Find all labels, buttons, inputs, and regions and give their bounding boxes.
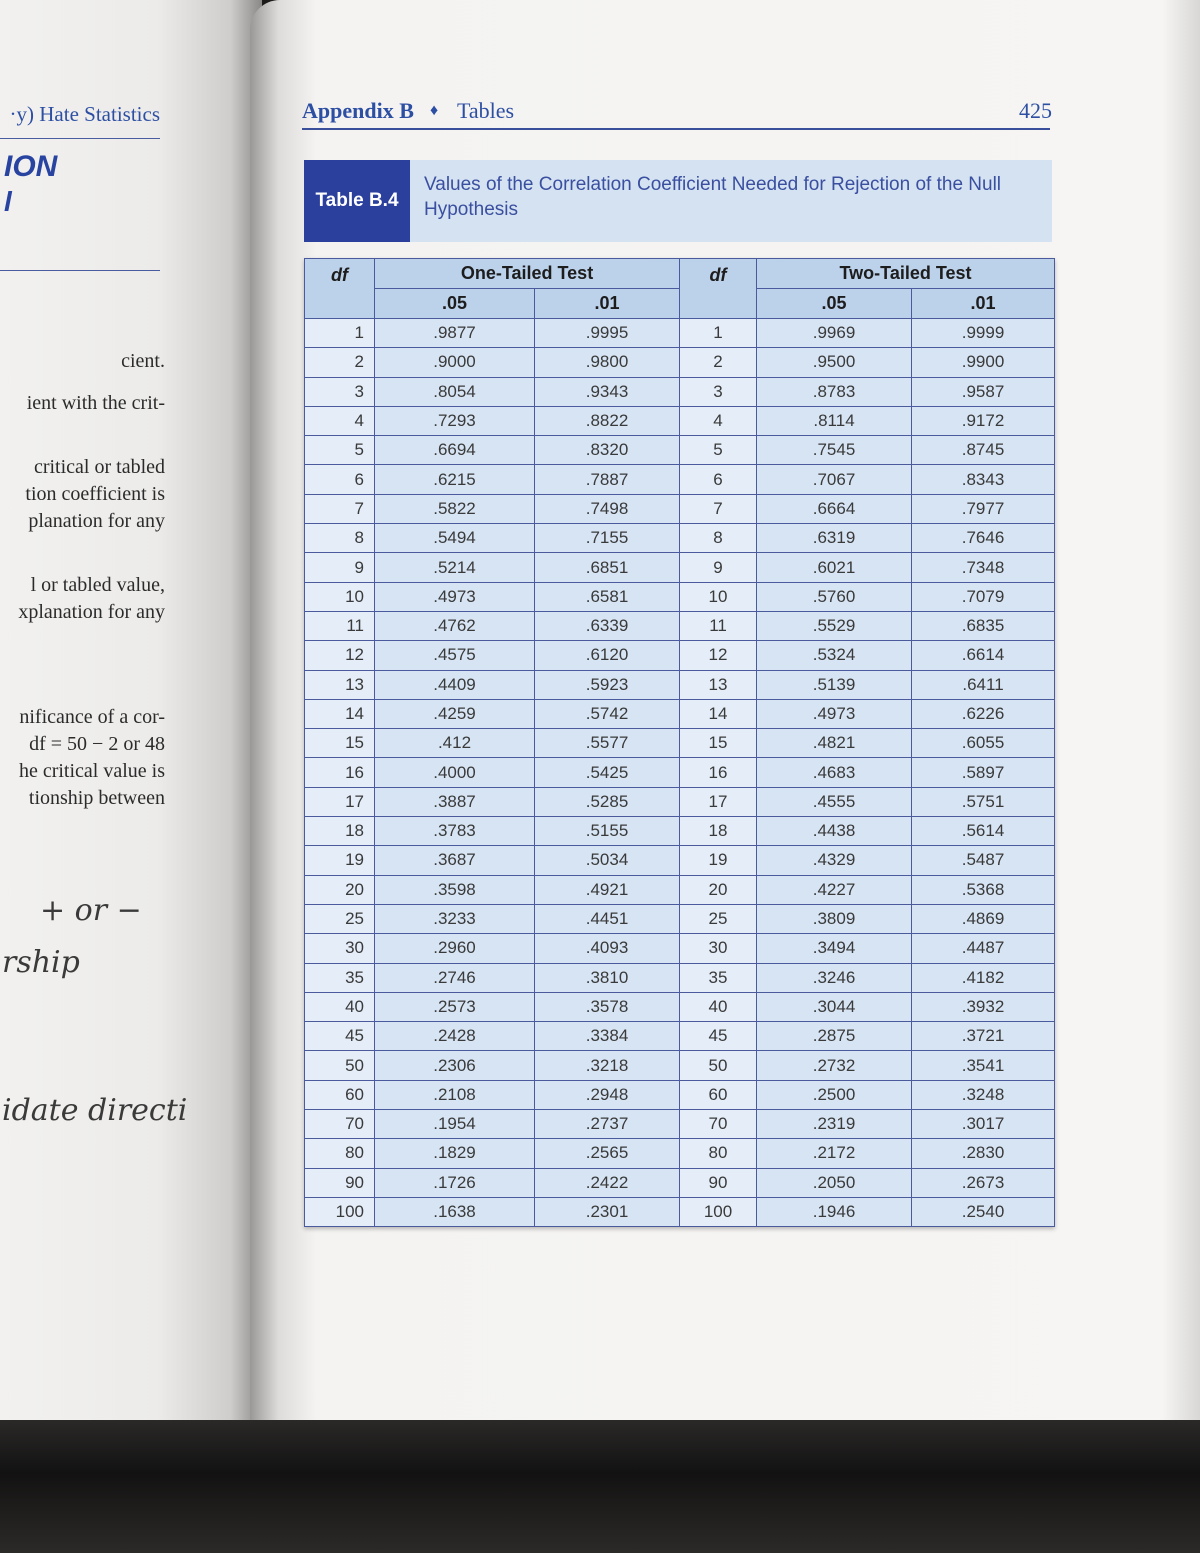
two-tailed-01-cell: .3017 xyxy=(912,1110,1055,1139)
one-tailed-01-cell: .4093 xyxy=(535,934,680,963)
two-tailed-05-cell: .8114 xyxy=(757,406,912,435)
one-tailed-01-cell: .2301 xyxy=(535,1197,680,1226)
one-tailed-01-cell: .2565 xyxy=(535,1139,680,1168)
one-tailed-05-cell: .2108 xyxy=(375,1080,535,1109)
one-tailed-01-cell: .5742 xyxy=(535,699,680,728)
table-id-badge: Table B.4 xyxy=(304,160,410,242)
handwritten-note: idate directi xyxy=(2,1093,188,1128)
one-tailed-05-cell: .3887 xyxy=(375,787,535,816)
two-tailed-05-cell: .8783 xyxy=(757,377,912,406)
table-row xyxy=(305,1168,1055,1197)
df-two-tailed-cell: 90 xyxy=(680,1168,757,1197)
df-two-tailed-cell: 12 xyxy=(680,641,757,670)
two-tailed-05-cell: .3494 xyxy=(757,934,912,963)
one-tailed-01-cell: .9995 xyxy=(535,319,680,348)
two-tailed-01-cell: .5751 xyxy=(912,787,1055,816)
two-tailed-01-header: .01 xyxy=(912,289,1055,319)
table-row xyxy=(305,846,1055,875)
df-two-tailed-cell: 100 xyxy=(680,1197,757,1226)
appendix-label: Appendix B xyxy=(302,98,414,123)
one-tailed-05-cell: .6694 xyxy=(375,436,535,465)
df-one-tailed-cell: 5 xyxy=(305,436,375,465)
df-two-tailed-cell: 8 xyxy=(680,524,757,553)
one-tailed-05-cell: .3598 xyxy=(375,875,535,904)
df-two-tailed-cell: 7 xyxy=(680,494,757,523)
two-tailed-01-cell: .2673 xyxy=(912,1168,1055,1197)
book-edge-shadow xyxy=(0,1420,1200,1553)
two-tailed-05-cell: .5324 xyxy=(757,641,912,670)
df-one-tailed-cell: 20 xyxy=(305,875,375,904)
two-tailed-01-cell: .6411 xyxy=(912,670,1055,699)
one-tailed-01-cell: .8320 xyxy=(535,436,680,465)
two-tailed-05-cell: .3044 xyxy=(757,992,912,1021)
one-tailed-05-cell: .8054 xyxy=(375,377,535,406)
left-header-rule xyxy=(0,138,160,139)
two-tailed-01-cell: .9999 xyxy=(912,319,1055,348)
one-tailed-05-cell: .2306 xyxy=(375,1051,535,1080)
one-tailed-01-cell: .3384 xyxy=(535,1022,680,1051)
one-tailed-01-header: .01 xyxy=(535,289,680,319)
df-header-two-tailed: df xyxy=(680,259,757,319)
one-tailed-01-cell: .5923 xyxy=(535,670,680,699)
df-two-tailed-cell: 18 xyxy=(680,817,757,846)
one-tailed-01-cell: .3218 xyxy=(535,1051,680,1080)
df-one-tailed-cell: 18 xyxy=(305,817,375,846)
table-row xyxy=(305,611,1055,640)
df-one-tailed-cell: 10 xyxy=(305,582,375,611)
diamond-separator-icon: ♦ xyxy=(430,102,439,119)
df-one-tailed-cell: 15 xyxy=(305,729,375,758)
one-tailed-01-cell: .3578 xyxy=(535,992,680,1021)
two-tailed-01-cell: .9900 xyxy=(912,348,1055,377)
one-tailed-05-cell: .2960 xyxy=(375,934,535,963)
two-tailed-05-cell: .5139 xyxy=(757,670,912,699)
df-two-tailed-cell: 14 xyxy=(680,699,757,728)
two-tailed-05-cell: .2319 xyxy=(757,1110,912,1139)
one-tailed-01-cell: .6851 xyxy=(535,553,680,582)
two-tailed-01-cell: .3932 xyxy=(912,992,1055,1021)
one-tailed-05-cell: .1638 xyxy=(375,1197,535,1226)
two-tailed-05-cell: .4438 xyxy=(757,817,912,846)
df-two-tailed-cell: 70 xyxy=(680,1110,757,1139)
two-tailed-01-cell: .6614 xyxy=(912,641,1055,670)
two-tailed-01-cell: .7079 xyxy=(912,582,1055,611)
one-tailed-05-cell: .1726 xyxy=(375,1168,535,1197)
one-tailed-05-cell: .4575 xyxy=(375,641,535,670)
two-tailed-01-cell: .7348 xyxy=(912,553,1055,582)
one-tailed-05-cell: .6215 xyxy=(375,465,535,494)
one-tailed-01-cell: .6339 xyxy=(535,611,680,640)
df-one-tailed-cell: 60 xyxy=(305,1080,375,1109)
two-tailed-01-cell: .5897 xyxy=(912,758,1055,787)
df-two-tailed-cell: 5 xyxy=(680,436,757,465)
table-row xyxy=(305,406,1055,435)
two-tailed-01-cell: .5487 xyxy=(912,846,1055,875)
table-row xyxy=(305,1051,1055,1080)
table-row xyxy=(305,553,1055,582)
table-row xyxy=(305,494,1055,523)
df-one-tailed-cell: 19 xyxy=(305,846,375,875)
two-tailed-05-cell: .7067 xyxy=(757,465,912,494)
one-tailed-05-cell: .2746 xyxy=(375,963,535,992)
one-tailed-01-cell: .9343 xyxy=(535,377,680,406)
two-tailed-01-cell: .4182 xyxy=(912,963,1055,992)
df-one-tailed-cell: 25 xyxy=(305,904,375,933)
left-text-line: df = 50 − 2 or 48 xyxy=(29,733,165,755)
table-row xyxy=(305,699,1055,728)
two-tailed-01-cell: .3541 xyxy=(912,1051,1055,1080)
two-tailed-05-cell: .2875 xyxy=(757,1022,912,1051)
table-body xyxy=(305,319,1055,1227)
two-tailed-05-cell: .6664 xyxy=(757,494,912,523)
df-one-tailed-cell: 70 xyxy=(305,1110,375,1139)
df-two-tailed-cell: 2 xyxy=(680,348,757,377)
one-tailed-05-cell: .4259 xyxy=(375,699,535,728)
two-tailed-01-cell: .4487 xyxy=(912,934,1055,963)
table-row xyxy=(305,729,1055,758)
page-number: 425 xyxy=(1019,98,1052,123)
table-title-box xyxy=(410,160,1052,242)
table-row xyxy=(305,817,1055,846)
two-tailed-05-cell: .4227 xyxy=(757,875,912,904)
one-tailed-05-cell: .3687 xyxy=(375,846,535,875)
two-tailed-01-cell: .9587 xyxy=(912,377,1055,406)
df-one-tailed-cell: 7 xyxy=(305,494,375,523)
two-tailed-01-cell: .9172 xyxy=(912,406,1055,435)
section-label: Tables xyxy=(457,98,515,123)
one-tailed-01-cell: .3810 xyxy=(535,963,680,992)
table-banner xyxy=(304,160,1052,242)
df-one-tailed-cell: 9 xyxy=(305,553,375,582)
df-two-tailed-cell: 40 xyxy=(680,992,757,1021)
one-tailed-05-cell: .5214 xyxy=(375,553,535,582)
one-tailed-05-cell: .1829 xyxy=(375,1139,535,1168)
one-tailed-05-header: .05 xyxy=(375,289,535,319)
one-tailed-05-cell: .3233 xyxy=(375,904,535,933)
two-tailed-01-cell: .7646 xyxy=(912,524,1055,553)
table-row xyxy=(305,670,1055,699)
one-tailed-05-cell: .5494 xyxy=(375,524,535,553)
df-one-tailed-cell: 13 xyxy=(305,670,375,699)
two-tailed-01-cell: .8343 xyxy=(912,465,1055,494)
df-two-tailed-cell: 13 xyxy=(680,670,757,699)
two-tailed-01-cell: .6835 xyxy=(912,611,1055,640)
two-tailed-05-cell: .4329 xyxy=(757,846,912,875)
one-tailed-05-cell: .4000 xyxy=(375,758,535,787)
df-one-tailed-cell: 40 xyxy=(305,992,375,1021)
two-tailed-01-cell: .4869 xyxy=(912,904,1055,933)
two-tailed-01-cell: .6226 xyxy=(912,699,1055,728)
one-tailed-01-cell: .2737 xyxy=(535,1110,680,1139)
left-text-line: tionship between xyxy=(28,787,165,809)
one-tailed-01-cell: .5425 xyxy=(535,758,680,787)
table-row xyxy=(305,875,1055,904)
table-row xyxy=(305,904,1055,933)
table-row xyxy=(305,524,1055,553)
df-one-tailed-cell: 17 xyxy=(305,787,375,816)
df-two-tailed-cell: 16 xyxy=(680,758,757,787)
df-one-tailed-cell: 30 xyxy=(305,934,375,963)
df-one-tailed-cell: 11 xyxy=(305,611,375,640)
table-row xyxy=(305,641,1055,670)
one-tailed-05-cell: .4973 xyxy=(375,582,535,611)
two-tailed-05-cell: .1946 xyxy=(757,1197,912,1226)
one-tailed-01-cell: .2422 xyxy=(535,1168,680,1197)
two-tailed-05-cell: .3246 xyxy=(757,963,912,992)
df-one-tailed-cell: 1 xyxy=(305,319,375,348)
df-two-tailed-cell: 10 xyxy=(680,582,757,611)
df-two-tailed-cell: 50 xyxy=(680,1051,757,1080)
one-tailed-01-cell: .6581 xyxy=(535,582,680,611)
one-tailed-01-cell: .5577 xyxy=(535,729,680,758)
one-tailed-05-cell: .2573 xyxy=(375,992,535,1021)
two-tailed-01-cell: .5614 xyxy=(912,817,1055,846)
left-section-heading-line2: l xyxy=(4,186,12,217)
two-tailed-05-cell: .9500 xyxy=(757,348,912,377)
table-row xyxy=(305,1022,1055,1051)
df-one-tailed-cell: 4 xyxy=(305,406,375,435)
two-tailed-05-cell: .2172 xyxy=(757,1139,912,1168)
two-tailed-05-cell: .2500 xyxy=(757,1080,912,1109)
left-text-line: l or tabled value, xyxy=(30,574,165,596)
df-one-tailed-cell: 45 xyxy=(305,1022,375,1051)
df-two-tailed-cell: 60 xyxy=(680,1080,757,1109)
table-row xyxy=(305,436,1055,465)
table-row xyxy=(305,377,1055,406)
two-tailed-05-cell: .5529 xyxy=(757,611,912,640)
df-one-tailed-cell: 2 xyxy=(305,348,375,377)
one-tailed-01-cell: .7887 xyxy=(535,465,680,494)
two-tailed-header: Two-Tailed Test xyxy=(757,259,1055,289)
df-one-tailed-cell: 6 xyxy=(305,465,375,494)
two-tailed-05-cell: .4821 xyxy=(757,729,912,758)
df-two-tailed-cell: 35 xyxy=(680,963,757,992)
left-text-line: xplanation for any xyxy=(18,601,165,623)
one-tailed-01-cell: .2948 xyxy=(535,1080,680,1109)
page-running-header xyxy=(302,96,1052,130)
df-two-tailed-cell: 19 xyxy=(680,846,757,875)
table-row xyxy=(305,348,1055,377)
table-row xyxy=(305,1080,1055,1109)
df-one-tailed-cell: 100 xyxy=(305,1197,375,1226)
one-tailed-05-cell: .2428 xyxy=(375,1022,535,1051)
df-one-tailed-cell: 3 xyxy=(305,377,375,406)
one-tailed-01-cell: .6120 xyxy=(535,641,680,670)
table-row xyxy=(305,582,1055,611)
df-one-tailed-cell: 16 xyxy=(305,758,375,787)
left-text-line: critical or tabled xyxy=(33,456,165,478)
df-two-tailed-cell: 80 xyxy=(680,1139,757,1168)
left-page xyxy=(0,0,262,1420)
df-two-tailed-cell: 20 xyxy=(680,875,757,904)
df-two-tailed-cell: 1 xyxy=(680,319,757,348)
one-tailed-01-cell: .9800 xyxy=(535,348,680,377)
one-tailed-01-cell: .7155 xyxy=(535,524,680,553)
one-tailed-05-cell: .9000 xyxy=(375,348,535,377)
table-row xyxy=(305,319,1055,348)
df-two-tailed-cell: 3 xyxy=(680,377,757,406)
two-tailed-05-cell: .2050 xyxy=(757,1168,912,1197)
two-tailed-05-cell: .5760 xyxy=(757,582,912,611)
df-two-tailed-cell: 9 xyxy=(680,553,757,582)
left-page-header: ·y) Hate Statistics xyxy=(9,102,160,126)
df-two-tailed-cell: 11 xyxy=(680,611,757,640)
two-tailed-05-cell: .4683 xyxy=(757,758,912,787)
left-text-line: nificance of a cor- xyxy=(19,706,165,728)
one-tailed-01-cell: .4921 xyxy=(535,875,680,904)
left-text-line: ient with the crit- xyxy=(26,392,165,414)
two-tailed-05-cell: .4555 xyxy=(757,787,912,816)
handwritten-note: + or − xyxy=(40,893,142,928)
two-tailed-05-header: .05 xyxy=(757,289,912,319)
header-rule xyxy=(302,128,1050,130)
df-two-tailed-cell: 30 xyxy=(680,934,757,963)
two-tailed-05-cell: .3809 xyxy=(757,904,912,933)
two-tailed-01-cell: .3248 xyxy=(912,1080,1055,1109)
table-row xyxy=(305,787,1055,816)
df-one-tailed-cell: 90 xyxy=(305,1168,375,1197)
two-tailed-05-cell: .4973 xyxy=(757,699,912,728)
two-tailed-01-cell: .2830 xyxy=(912,1139,1055,1168)
one-tailed-05-cell: .9877 xyxy=(375,319,535,348)
df-one-tailed-cell: 50 xyxy=(305,1051,375,1080)
table-row xyxy=(305,963,1055,992)
left-text-line: tion coefficient is xyxy=(25,483,165,505)
critical-values-table xyxy=(304,258,1055,1227)
one-tailed-05-cell: .4762 xyxy=(375,611,535,640)
table-row xyxy=(305,758,1055,787)
left-section-rule xyxy=(0,270,160,271)
two-tailed-05-cell: .6021 xyxy=(757,553,912,582)
one-tailed-05-cell: .1954 xyxy=(375,1110,535,1139)
handwritten-note: rship xyxy=(2,945,80,980)
two-tailed-01-cell: .8745 xyxy=(912,436,1055,465)
df-two-tailed-cell: 4 xyxy=(680,406,757,435)
table-row xyxy=(305,1110,1055,1139)
df-two-tailed-cell: 45 xyxy=(680,1022,757,1051)
table-row xyxy=(305,1139,1055,1168)
two-tailed-01-cell: .6055 xyxy=(912,729,1055,758)
one-tailed-01-cell: .5285 xyxy=(535,787,680,816)
df-two-tailed-cell: 25 xyxy=(680,904,757,933)
one-tailed-05-cell: .5822 xyxy=(375,494,535,523)
one-tailed-header: One-Tailed Test xyxy=(375,259,680,289)
df-one-tailed-cell: 80 xyxy=(305,1139,375,1168)
left-section-heading: ION xyxy=(4,150,58,183)
table-row xyxy=(305,1197,1055,1226)
df-one-tailed-cell: 35 xyxy=(305,963,375,992)
left-text-line: planation for any xyxy=(28,510,165,532)
df-two-tailed-cell: 15 xyxy=(680,729,757,758)
one-tailed-01-cell: .4451 xyxy=(535,904,680,933)
df-one-tailed-cell: 14 xyxy=(305,699,375,728)
table-row xyxy=(305,465,1055,494)
two-tailed-01-cell: .3721 xyxy=(912,1022,1055,1051)
df-header-one-tailed: df xyxy=(305,259,375,319)
one-tailed-01-cell: .8822 xyxy=(535,406,680,435)
one-tailed-05-cell: .4409 xyxy=(375,670,535,699)
df-one-tailed-cell: 8 xyxy=(305,524,375,553)
table-row xyxy=(305,934,1055,963)
two-tailed-01-cell: .5368 xyxy=(912,875,1055,904)
two-tailed-05-cell: .9969 xyxy=(757,319,912,348)
one-tailed-01-cell: .5034 xyxy=(535,846,680,875)
df-two-tailed-cell: 17 xyxy=(680,787,757,816)
table-row xyxy=(305,992,1055,1021)
df-one-tailed-cell: 12 xyxy=(305,641,375,670)
two-tailed-01-cell: .7977 xyxy=(912,494,1055,523)
one-tailed-01-cell: .7498 xyxy=(535,494,680,523)
one-tailed-05-cell: .7293 xyxy=(375,406,535,435)
left-text-line: cient. xyxy=(121,350,165,372)
table-title: Values of the Correlation Coefficient Needed for Rejection of the Null Hypothesis xyxy=(424,174,1002,220)
two-tailed-05-cell: .7545 xyxy=(757,436,912,465)
one-tailed-01-cell: .5155 xyxy=(535,817,680,846)
df-two-tailed-cell: 6 xyxy=(680,465,757,494)
one-tailed-05-cell: .412 xyxy=(375,729,535,758)
one-tailed-05-cell: .3783 xyxy=(375,817,535,846)
left-text-line: he critical value is xyxy=(18,760,165,782)
two-tailed-05-cell: .2732 xyxy=(757,1051,912,1080)
two-tailed-01-cell: .2540 xyxy=(912,1197,1055,1226)
two-tailed-05-cell: .6319 xyxy=(757,524,912,553)
